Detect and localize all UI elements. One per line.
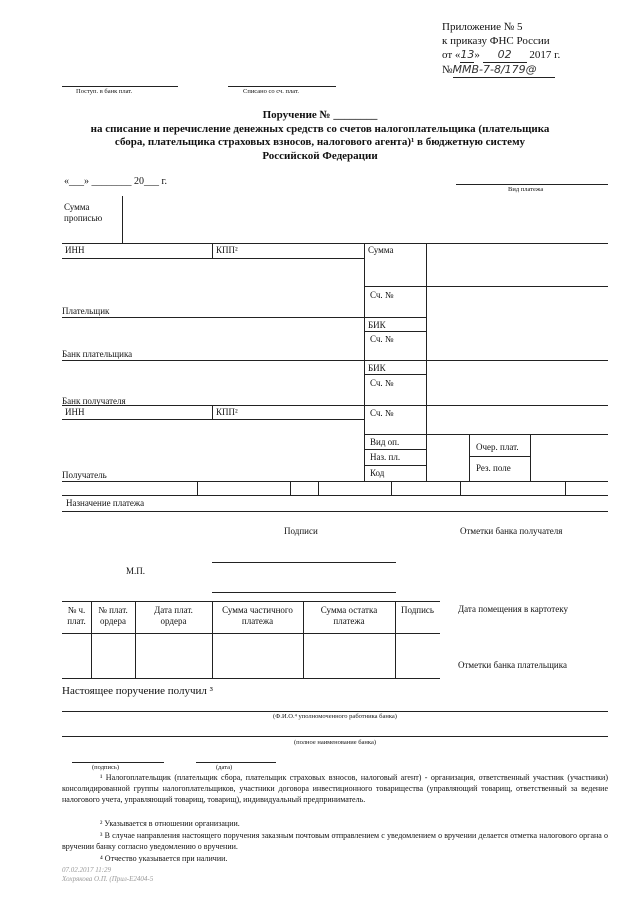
amount-label: Сумма (368, 245, 394, 255)
payment-purpose-label: Назначение платежа (66, 498, 145, 508)
payment-purpose-code-label: Наз. пл. (370, 452, 401, 462)
footnote-2: ² Указывается в отношении организации. (100, 819, 240, 828)
recipient-bank-label: Банк получателя (62, 396, 126, 406)
print-stamp-line-2: Хохрякова О.П. (Прил-E2404-5 (62, 875, 154, 883)
payer-bik-label: БИК (368, 320, 386, 330)
col-partial-amount: Сумма частичного платежа (222, 605, 293, 626)
payer-kpp-label: КПП² (216, 245, 238, 255)
received-in-bank-label: Поступ. в банк плат. (76, 88, 133, 95)
col-order-date: Дата плат. ордера (154, 605, 193, 626)
payer-inn-label: ИНН (65, 245, 85, 255)
appendix-number: Приложение № 5 (442, 21, 523, 33)
payer-bank-marks-label: Отметки банка плательщика (458, 660, 567, 670)
payment-type-label: Вид платежа (508, 186, 544, 193)
recipient-kpp-label: КПП² (216, 407, 238, 417)
appendix-header (442, 20, 560, 78)
title-line-3: сбора, плательщика страховых взносов, налогового агента)¹ в бюджетную систему (114, 136, 526, 148)
payment-priority-label: Очер. плат. (476, 442, 519, 452)
col-signature: Подпись (400, 605, 435, 615)
footnote-3: ³ В случае направления настоящего поручения заказным почтовым отправлением с уведомлением о вручении делается отметка налогового органа о вручении банку согласно уведомлению о вручении. (62, 831, 608, 851)
recipient-label: Получатель (62, 470, 107, 480)
footnote-1: ¹ Налогоплательщик (плательщик сбора, плательщик страховых взносов, налоговый агент) - организация, ответственный участник (участники) консолидированной группы налогоплательщиков, участники договора инвестиционного товарищества (управляющий товарищ, ответственный за ведение налогового учета, управляющий товарищ, товарищ), индивидуальный предприниматель. (62, 773, 608, 804)
bank-full-name-caption: (полное наименование банка) (293, 739, 377, 746)
title-line-4: Российской Федерации (262, 149, 378, 162)
order-number-value: ММВ-7-8/179@ (453, 63, 555, 78)
recipient-inn-label: ИНН (65, 407, 85, 417)
code-label: Код (370, 468, 385, 478)
recipient-bik-label: БИК (368, 363, 386, 373)
received-by-label: Настоящее поручение получил ³ (62, 685, 213, 697)
recipient-bank-account-label: Сч. № (370, 378, 394, 388)
order-date-field: «___» ________ 20___ г. (64, 176, 167, 187)
date-caption: (дата) (216, 764, 233, 771)
bank-officer-name-caption: (Ф.И.О.⁴ уполномоченного работника банка) (273, 713, 397, 720)
col-order-number: № плат. ордера (98, 605, 128, 626)
stamp-place-label: М.П. (126, 566, 146, 576)
print-stamp (62, 866, 153, 884)
order-number: №ММВ-7-8/179@ (442, 63, 560, 78)
order-reference: к приказу ФНС России (442, 35, 550, 47)
signatures-label: Подписи (284, 526, 318, 536)
amount-in-words-label: Сумма прописью (64, 202, 103, 223)
operation-type-label: Вид оп. (370, 437, 400, 447)
payer-account-label: Сч. № (370, 290, 394, 300)
print-stamp-line-1: 07.02.2017 11:29 (62, 866, 112, 874)
title-line-2: на списание и перечисление денежных средств со счетов налогоплательщика (плательщика (90, 122, 550, 135)
signature-caption: (подпись) (92, 764, 119, 771)
col-remaining-amount: Сумма остатка платежа (320, 605, 378, 626)
recipient-account-label: Сч. № (370, 408, 394, 418)
file-date-label: Дата помещения в картотеку (458, 604, 568, 614)
reserve-field-label: Рез. поле (476, 463, 511, 473)
document-title (20, 109, 620, 163)
order-date: от «13» 02 2017 г. (442, 48, 561, 61)
payer-label: Плательщик (62, 306, 110, 316)
footnote-4: ⁴ Отчество указывается при наличии. (100, 854, 228, 863)
recipient-bank-marks-label: Отметки банка получателя (460, 526, 563, 536)
debited-label: Списано со сч. плат. (243, 88, 299, 95)
payer-bank-label: Банк плательщика (62, 349, 133, 359)
order-date-month: 02 (483, 48, 527, 63)
col-partial-number: № ч. плат. (67, 605, 86, 626)
payer-bank-account-label: Сч. № (370, 334, 394, 344)
order-date-day: 13 (460, 48, 475, 61)
title-line-1: Поручение № ________ (262, 109, 378, 121)
